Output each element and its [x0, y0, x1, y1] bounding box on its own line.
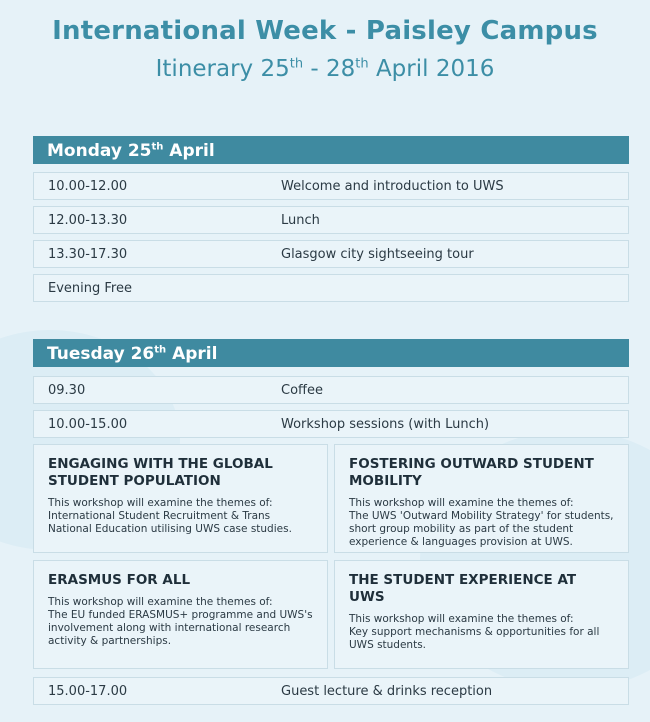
- workshop-intro: This workshop will examine the themes of:: [349, 613, 574, 625]
- workshop-title: ERASMUS FOR ALL: [48, 572, 191, 588]
- day-header-tuesday: Tuesday 26th April: [33, 339, 629, 367]
- workshop-description: International Student Recruitment & Trans National Education utilising UWS case studies.: [48, 510, 292, 535]
- page-title: International Week - Paisley Campus: [52, 16, 598, 46]
- schedule-row: [33, 677, 629, 705]
- row-time: 13.30-17.30: [48, 247, 128, 262]
- page-subtitle: Itinerary 25th - 28th April 2016: [155, 56, 495, 82]
- schedule-row: [33, 410, 629, 438]
- workshop-intro: This workshop will examine the themes of:: [349, 497, 574, 509]
- row-time: 12.00-13.30: [48, 213, 128, 228]
- workshop-card: [33, 444, 328, 553]
- row-time: Evening Free: [48, 281, 132, 296]
- workshop-intro: This workshop will examine the themes of:: [48, 596, 273, 608]
- row-time: 15.00-17.00: [48, 684, 128, 699]
- schedule-row: [33, 172, 629, 200]
- workshop-title: THE STUDENT EXPERIENCE AT UWS: [349, 572, 577, 605]
- workshop-card: [334, 560, 629, 669]
- row-activity: Workshop sessions (with Lunch): [281, 417, 490, 432]
- workshop-card: [334, 444, 629, 553]
- workshop-description: The EU funded ERASMUS+ programme and UWS's involvement along with international research activity & partnerships.: [48, 609, 313, 647]
- row-activity: Welcome and introduction to UWS: [281, 179, 504, 194]
- row-activity: Glasgow city sightseeing tour: [281, 247, 474, 262]
- schedule-row: [33, 274, 629, 302]
- schedule-row: [33, 206, 629, 234]
- workshop-title: FOSTERING OUTWARD STUDENT MOBILITY: [349, 456, 594, 489]
- row-activity: Coffee: [281, 383, 323, 398]
- row-time: 10.00-12.00: [48, 179, 128, 194]
- workshop-title: ENGAGING WITH THE GLOBAL STUDENT POPULATION: [48, 456, 273, 489]
- row-time: 10.00-15.00: [48, 417, 128, 432]
- workshop-description: The UWS 'Outward Mobility Strategy' for students, short group mobility as part of the student experience & languages provision at UWS.: [349, 510, 614, 548]
- row-time: 09.30: [48, 383, 86, 398]
- row-activity: Guest lecture & drinks reception: [281, 684, 493, 699]
- workshop-intro: This workshop will examine the themes of:: [48, 497, 273, 509]
- schedule-row: [33, 376, 629, 404]
- row-activity: Lunch: [281, 213, 320, 228]
- workshop-card: [33, 560, 328, 669]
- day-header-monday: Monday 25th April: [33, 136, 629, 164]
- schedule-row: [33, 240, 629, 268]
- workshop-description: Key support mechanisms & opportunities for all UWS students.: [349, 626, 600, 651]
